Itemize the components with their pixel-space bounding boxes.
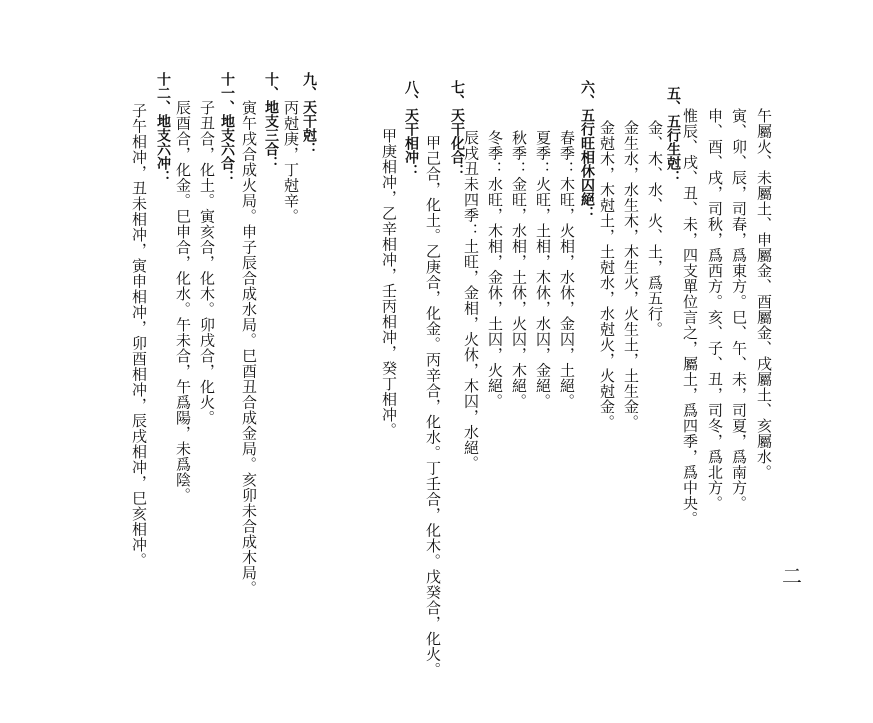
text-line: 金尅木，木尅土，土尅水，水尅火，火尅金。 bbox=[598, 120, 616, 430]
text-line: 秋季：金旺，水相，土休，火囚，木絕。 bbox=[510, 130, 528, 409]
section-heading: 五、五行生尅： bbox=[665, 86, 681, 184]
section-heading: 十、地支三合： bbox=[263, 72, 279, 170]
section-heading: 十二、地支六冲： bbox=[155, 72, 171, 184]
text-line: 冬季：水旺，木相，金休，土囚，火絕。 bbox=[486, 130, 504, 409]
text-line: 金、木、水、火、土，爲五行。 bbox=[646, 120, 664, 337]
section-heading: 九、天干尅： bbox=[301, 72, 317, 156]
section-heading: 八、天干相冲： bbox=[403, 80, 419, 178]
section-heading: 七、天干化合： bbox=[449, 80, 465, 178]
text-line: 丙尅庚，丁尅辛。 bbox=[282, 100, 300, 224]
text-line: 寅、卯、辰，司春，爲東方。巳、午、未，司夏，爲南方。 bbox=[730, 108, 748, 511]
page-number: 二 bbox=[782, 564, 802, 588]
text-line: 夏季：火旺，土相，木休，水囚，金絕。 bbox=[534, 130, 552, 409]
text-line: 春季：木旺，火相，水休，金囚，土絕。 bbox=[558, 130, 576, 409]
text-line: 惟辰、戌、丑、未，四支單位言之，屬土，爲四季，爲中央。 bbox=[681, 108, 699, 527]
text-line: 甲己合，化土。乙庚合，化金。丙辛合，化水。丁壬合，化木。戊癸合，化火。 bbox=[424, 135, 442, 678]
text-line: 午屬火、未屬土、申屬金、酉屬金、戌屬土、亥屬水。 bbox=[755, 108, 773, 480]
text-line: 甲庚相冲，乙辛相冲，壬丙相冲，癸丁相冲。 bbox=[380, 128, 398, 438]
text-line: 辰戌丑未四季：土旺，金相，火休，木囚，水絕。 bbox=[462, 130, 480, 471]
text-line: 寅午戌合成火局。申子辰合成水局。巳酉丑合成金局。亥卯未合成木局。 bbox=[240, 100, 258, 596]
text-line: 子午相冲，丑未相冲，寅申相冲，卯酉相冲，辰戌相冲，巳亥相冲。 bbox=[130, 103, 148, 568]
text-line: 辰酉合，化金。巳申合，化水。午未合，午爲陽，未爲陰。 bbox=[174, 100, 192, 503]
text-line: 申、酉、戌，司秋，爲西方。亥、子、丑，司冬，爲北方。 bbox=[706, 108, 724, 511]
section-heading: 十一、地支六合： bbox=[219, 72, 235, 184]
text-line: 金生水，水生木，木生火，火生土，土生金。 bbox=[622, 120, 640, 430]
text-line: 子丑合，化土。寅亥合，化木。卯戌合，化火。 bbox=[198, 100, 216, 426]
section-heading: 六、五行旺相休囚絕： bbox=[579, 80, 595, 220]
